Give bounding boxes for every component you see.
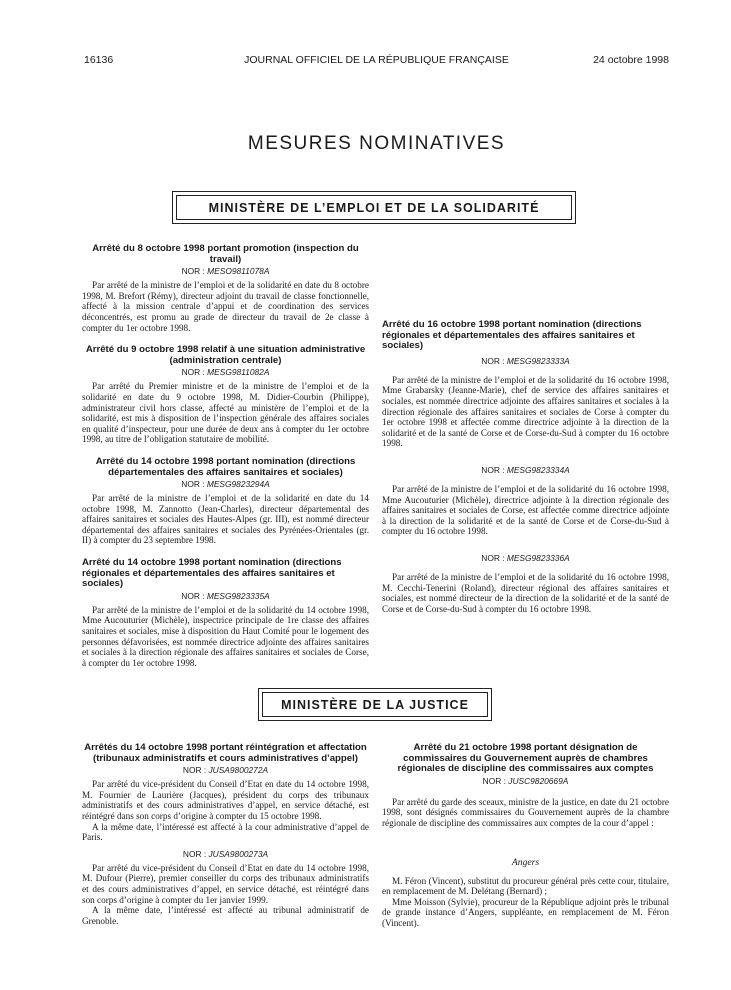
- article-text: Par arrêté du vice-président du Conseil d’Etat en date du 14 octobre 1998, M. Dufour (Pierre), premier conseiller du corps des tribunaux administratifs et des cours administratives d’appel, en service détaché, est réintégré dans son corps d’origine à compter du 1er janvier 1999.: [82, 862, 369, 905]
- nor-line: NOR : MESG9823336A: [481, 552, 570, 563]
- nor-line: NOR : MESG9823334A: [481, 464, 570, 475]
- article-text: Par arrêté de la ministre de l’emploi et de la solidarité du 16 octobre 1998, M. Cecchi-Tenerini (Roland), directeur régional des affaires sanitaires et sociales, est nommé directeur de la direction de la solidarité et de la santé de Corse et de Corse-du-Sud à compter du 16 octobre 1998.: [382, 571, 669, 614]
- article-title: Arrêté du 9 octobre 1998 relatif à une situation administrative (administration centrale): [85, 344, 366, 366]
- section-title: MESURES NOMINATIVES: [247, 133, 506, 154]
- nor-code: JUSA9800272A: [208, 765, 269, 776]
- nor-code: MESG9823294A: [206, 479, 270, 490]
- article-title: Arrêté du 14 octobre 1998 portant nomination (directions départementales des affaires sanitaires et sociales): [95, 455, 356, 478]
- justice-right-column: [382, 743, 669, 929]
- journal-title: JOURNAL OFFICIEL DE LA RÉPUBLIQUE FRANÇAISE: [244, 54, 509, 66]
- nor-code: MESG9823333A: [506, 355, 570, 366]
- article-text: Mme Moisson (Sylvie), procureur de la République adjoint près le tribunal de grande instance d’Angers, suppléante, en remplacement de M. Féron (Vincent).: [382, 896, 669, 928]
- article-text: Par arrêté de la ministre de l’emploi et de la solidarité du 16 octobre 1998, Mme Aucouturier (Michèle), directrice adjointe à la direction régionale des affaires sanitaires et sociales de Corse, est affectée comme directrice adjointe à la direction de la solidarité et de la santé de Corse et de Corse-du-Sud à compter du 16 octobre 1998.: [382, 483, 669, 537]
- nor-code: MESG9823335A: [206, 590, 270, 601]
- nor-line: NOR : JUSA9800272A: [182, 765, 269, 776]
- nor-line: NOR : MESG9823333A: [481, 355, 570, 366]
- page-number: 16136: [84, 54, 114, 66]
- nor-line: NOR : JUSC9820669A: [482, 775, 569, 786]
- justice-left-column: [82, 743, 369, 926]
- article-text: A la même date, l’intéressé est affecté au tribunal administratif de Grenoble.: [82, 905, 369, 926]
- nor-code: MESO9811078A: [207, 266, 270, 277]
- article-title: Arrêté du 14 octobre 1998 portant nomination (directions régionales et départementales des affaires sanitaires et sociales): [82, 557, 342, 590]
- nor-code: JUSA9800273A: [208, 848, 269, 859]
- article-text: Par arrêté du vice-président du Conseil d’Etat en date du 14 octobre 1998, M. Fournier de Laurière (Jacques), président du corps des tribunaux administratifs et des cours administratives d’appel, en service détaché, est réintégré dans son corps d’origine à compter du 15 octobre 1998.: [82, 779, 369, 821]
- ministry-title-justice: MINISTÈRE DE LA JUSTICE: [262, 692, 488, 717]
- ministry-title-emploi: MINISTÈRE DE L’EMPLOI ET DE LA SOLIDARITÉ: [176, 195, 572, 220]
- article-text: Par arrêté de la ministre de l’emploi et de la solidarité du 16 octobre 1998, Mme Grabarsky (Jeanne-Marie), chef de service des affaires sanitaires et sociales, est nommée directrice adjointe des affaires sanitaires et sociales à la direction régionale des affaires sanitaires et sociales de Corse à compter du 1er octobre 1998 et affectée comme directrice adjointe à la direction de la solidarité et de la santé de Corse et de Corse-du-Sud à compter du 16 octobre 1998.: [382, 374, 669, 449]
- nor-line: NOR : MESG9823294A: [181, 479, 270, 490]
- article-text: A la même date, l’intéressé est affecté à la cour administrative d’appel de Paris.: [82, 821, 369, 843]
- article-text: Par arrêté du garde des sceaux, ministre de la justice, en date du 21 octobre 1998, sont désignés commissaires du Gouvernement auprès de la chambre régionale de discipline des commissaires aux comptes de la cour d’appel :: [382, 796, 669, 828]
- nor-line: NOR : MESO9811078A: [181, 266, 270, 277]
- page-header: [84, 54, 669, 70]
- issue-date: 24 octobre 1998: [593, 54, 669, 66]
- nor-line: NOR : MESG9811082A: [181, 367, 270, 378]
- article-text: Par arrêté de la ministre de l’emploi et de la solidarité du 14 octobre 1998, Mme Aucouturier (Michèle), inspectrice principale de 1re classe des affaires sanitaires et sociales, mise à disposition du Haut Comité pour le logement des personnes défavorisées, est nommée directrice adjointe des affaires sanitaires et sociales à la direction régionale des affaires sanitaires et sociales de Corse, à compter du 1er octobre 1998.: [82, 604, 369, 668]
- nor-code: MESG9811082A: [207, 367, 270, 378]
- emploi-right-column: [382, 320, 669, 614]
- article-text: Par arrêté de la ministre de l’emploi et de la solidarité en date du 14 octobre 1998, M. Zannotto (Jean-Charles), directeur départemental des affaires sanitaires et sociales des Hautes-Alpes (gr. III), est nommé directeur départemental des affaires sanitaires et sociales des Pyrénées-Orientales (gr. II) à compter du 23 septembre 1998.: [82, 493, 369, 546]
- ministry-box-justice: [258, 688, 492, 721]
- nor-code: JUSC9820669A: [508, 775, 569, 786]
- article-text: Par arrêté du Premier ministre et de la ministre de l’emploi et de la solidarité en date du 9 octobre 1998, M. Didier-Courbin (Philippe), administrateur civil hors classe, affecté au ministère de l’emploi et de la solidarité, est mis à disposition de l’inspection générale des affaires sociales en qualité d’inspecteur, pour une durée de deux ans à compter du 1er octobre 1998, au titre de l’obligation statutaire de mobilité.: [82, 381, 369, 445]
- nor-code: MESG9823336A: [506, 552, 570, 563]
- nor-line: NOR : MESG9823335A: [181, 590, 270, 601]
- nor-line: NOR : JUSA9800273A: [182, 848, 269, 859]
- article-text: Par arrêté de la ministre de l’emploi et de la solidarité en date du 8 octobre 1998, M. Brefort (Rémy), directeur adjoint du travail de classe fonctionnelle, affecté à la mission centrale d’appui et de coordination des services déconcentrés, est promu au grade de directeur du travail de 2e classe à compter du 1er octobre 1998.: [82, 280, 369, 333]
- emploi-left-column: [82, 244, 369, 668]
- article-text: M. Féron (Vincent), substitut du procureur général près cette cour, titulaire, en remplacement de M. Delétang (Bernard) ;: [382, 875, 669, 897]
- article-title: Arrêté du 16 octobre 1998 portant nomination (directions régionales et départementales des affaires sanitaires et sociales): [382, 319, 642, 352]
- court-location: Angers: [511, 856, 540, 868]
- ministry-box-emploi: [172, 191, 576, 224]
- article-title: Arrêté du 21 octobre 1998 portant désignation de commissaires du Gouvernement auprès de chambres régionales de discipline des commissaires aux comptes: [397, 742, 654, 775]
- article-title: Arrêté du 8 octobre 1998 portant promotion (inspection du travail): [92, 243, 359, 265]
- nor-code: MESG9823334A: [506, 464, 570, 475]
- article-title: Arrêtés du 14 octobre 1998 portant réintégration et affectation (tribunaux administratifs et cours administratives d’appel): [84, 742, 367, 764]
